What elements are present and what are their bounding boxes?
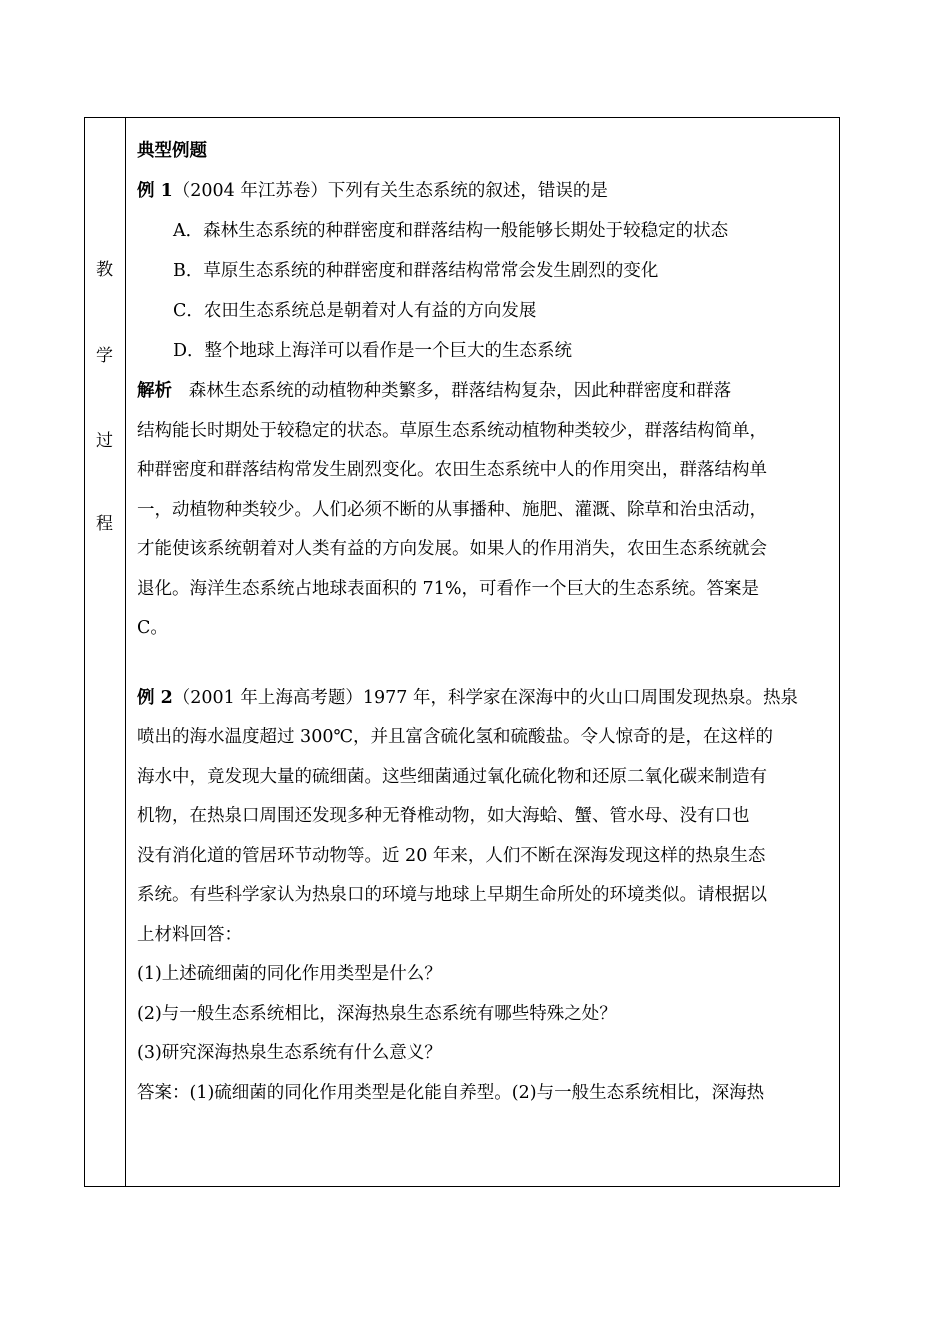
example2-line: 喷出的海水温度超过 300℃，并且富含硫化氢和硫酸盐。令人惊奇的是，在这样的 [137,727,774,747]
example1-option: D．整个地球上海洋可以看作是一个巨大的生态系统 [173,341,573,361]
example2-line: 没有消化道的管居环节动物等。近 20 年来，人们不断在深海发现这样的热泉生态 [137,845,766,866]
example2-line: 海水中，竟发现大量的硫细菌。这些细菌通过氧化硫化物和还原二氧化碳来制造有 [137,766,767,787]
example1-option: A．森林生态系统的种群密度和群落结构一般能够长期处于较稳定的状态 [173,221,729,241]
example2-line [137,678,837,718]
example2-subquestion: (2)与一般生态系统相比，深海热泉生态系统有哪些特殊之处？ [137,1003,617,1024]
analysis-line: 退化。海洋生态系统占地球表面积的 71%，可看作一个巨大的生态系统。答案是 [137,578,759,599]
analysis-label: 解析 [137,381,172,401]
side-label-char: 学 [96,346,113,366]
example2-line: 系统。有些科学家认为热泉口的环境与地球上早期生命所处的环境类似。请根据以 [137,885,767,905]
example2-label: 例 2 [137,687,173,708]
example1-option: C．农田生态系统总是朝着对人有益的方向发展 [173,301,537,321]
spacer [137,648,837,678]
analysis-line: 结构能长时期处于较稳定的状态。草原生态系统动植物种类较少，群落结构简单， [137,420,767,441]
analysis-line: C。 [137,618,168,638]
example2-line: 机物，在热泉口周围还发现多种无脊椎动物，如大海蛤、蟹、管水母、没有口也 [137,806,750,826]
example1-option: B．草原生态系统的种群密度和群落结构常常会发生剧烈的变化 [173,261,659,281]
analysis-line: 才能使该系统朝着对人类有益的方向发展。如果人的作用消失，农田生态系统就会 [137,539,767,559]
example2-answer: 答案：(1)硫细菌的同化作用类型是化能自养型。(2)与一般生态系统相比，深海热 [137,1082,765,1103]
analysis-text: 森林生态系统的动植物种类繁多，群落结构复杂，因此种群密度和群落 [172,381,732,401]
example1-label: 例 1 [137,181,173,201]
example1-question: （2004 年江苏卷）下列有关生态系统的叙述，错误的是 [172,181,608,201]
lesson-content [137,131,837,1112]
example2-line: 上材料回答： [137,924,242,945]
example2-subquestion: (1)上述硫细菌的同化作用类型是什么？ [137,964,442,984]
side-label-char: 过 [96,431,113,451]
example1-question-line [137,171,837,211]
column-divider [125,117,126,1187]
example2-text: （2001 年上海高考题）1977 年，科学家在深海中的火山口周围发现热泉。热泉 [172,687,798,708]
analysis-line: 种群密度和群落结构常发生剧烈变化。农田生态系统中人的作用突出，群落结构单 [137,460,767,480]
section-heading: 典型例题 [137,141,207,161]
side-label-char: 程 [96,514,113,534]
side-label-char: 教 [96,260,113,280]
analysis-line [137,371,837,411]
analysis-line: 一，动植物种类较少。人们必须不断的从事播种、施肥、灌溉、除草和治虫活动， [137,499,767,520]
example2-subquestion: (3)研究深海热泉生态系统有什么意义？ [137,1043,442,1063]
